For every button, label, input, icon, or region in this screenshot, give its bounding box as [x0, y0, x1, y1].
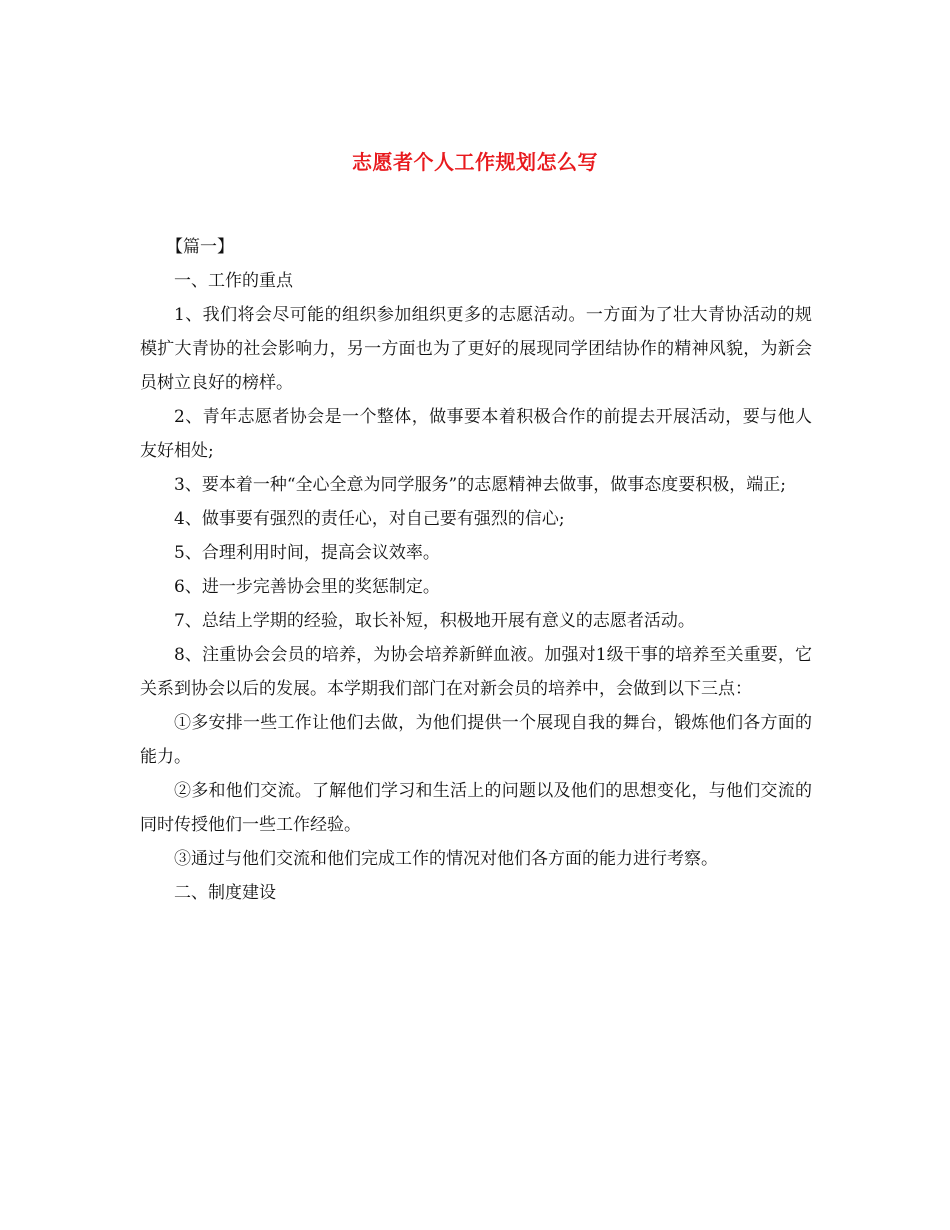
paragraph-item-5: 5、合理利用时间，提高会议效率。: [174, 543, 440, 563]
paragraph-item-8: 8、注重协会会员的培养，为协会培养新鲜血液。加强对1级干事的培养至关重要，它关系到协会以后的发展。本学期我们部门在对新会员的培养中，会做到以下三点：: [140, 645, 812, 699]
paragraph-subitem-1: ①多安排一些工作让他们去做，为他们提供一个展现自我的舞台，锻炼他们各方面的能力。: [140, 713, 812, 767]
paragraph-item-6: 6、进一步完善协会里的奖惩制定。: [174, 577, 440, 597]
paragraph-item-3: 3、要本着一种“全心全意为同学服务”的志愿精神去做事，做事态度要积极，端正;: [174, 475, 786, 495]
paragraph-item-4: 4、做事要有强烈的责任心，对自己要有强烈的信心;: [174, 509, 565, 529]
document-body: [140, 230, 812, 910]
paragraph-item-2: 2、青年志愿者协会是一个整体，做事要本着积极合作的前提去开展活动，要与他人友好相处;: [140, 407, 812, 461]
paragraph-item-1: 1、我们将会尽可能的组织参加组织更多的志愿活动。一方面为了壮大青协活动的规模扩大青协的社会影响力，另一方面也为了更好的展现同学团结协作的精神风貌，为新会员树立良好的榜样。: [140, 305, 812, 393]
section-heading-work-focus: 一、工作的重点: [174, 271, 293, 291]
document-title: 志愿者个人工作规划怎么写: [352, 150, 598, 174]
paragraph-subitem-2: ②多和他们交流。了解他们学习和生活上的问题以及他们的思想变化，与他们交流的同时传授他们一些工作经验。: [140, 781, 812, 835]
section-heading-part-one: 【篇一】: [166, 237, 234, 257]
paragraph-item-7: 7、总结上学期的经验，取长补短，积极地开展有意义的志愿者活动。: [174, 611, 695, 631]
paragraph-subitem-3: ③通过与他们交流和他们完成工作的情况对他们各方面的能力进行考察。: [174, 849, 718, 869]
section-heading-system-building: 二、制度建设: [174, 883, 276, 903]
